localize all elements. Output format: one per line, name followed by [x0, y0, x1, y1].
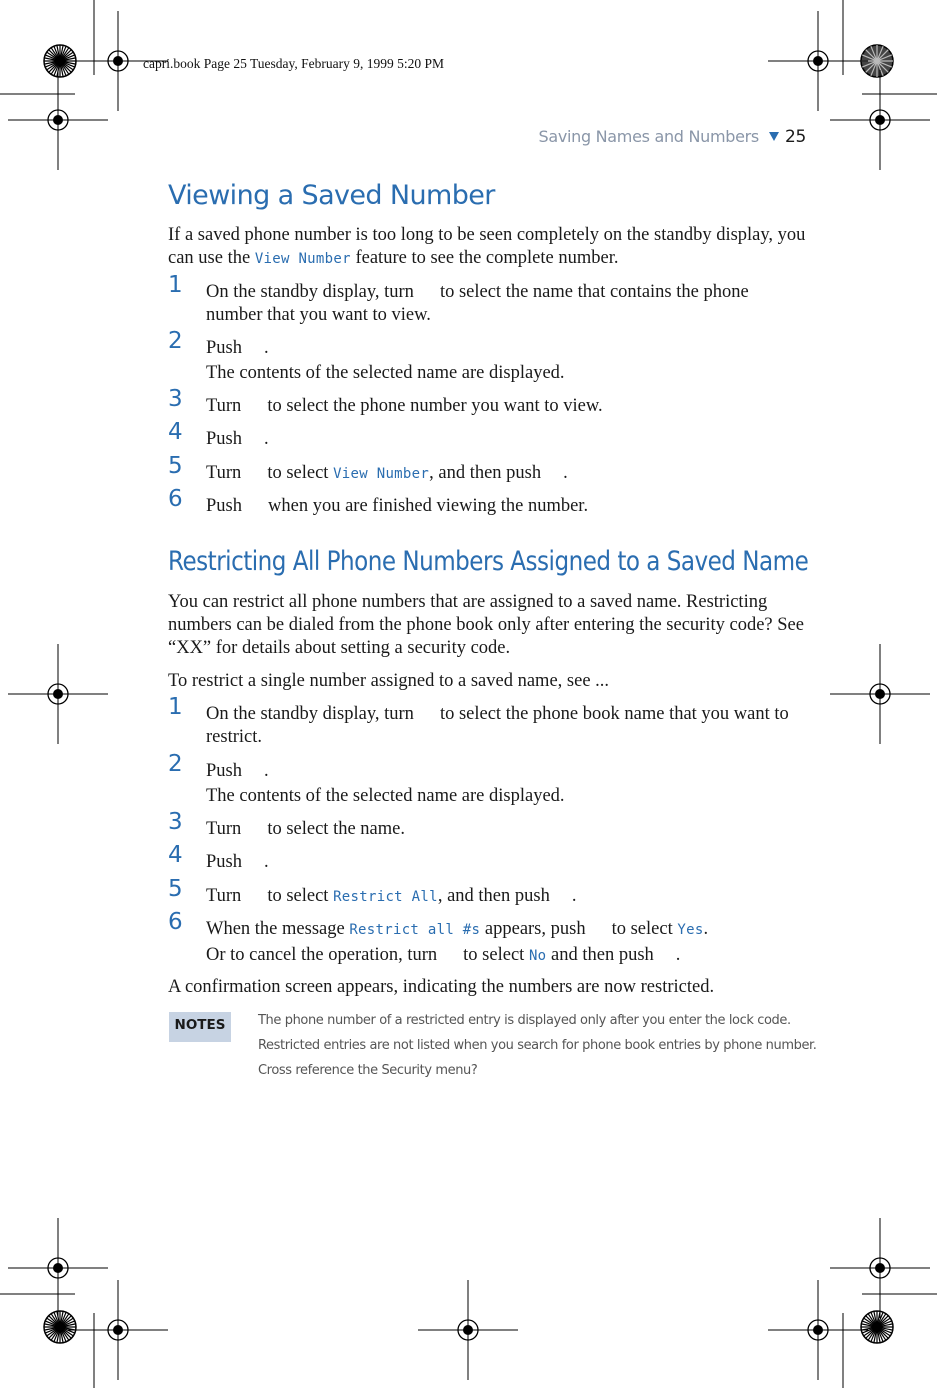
running-head-title: Saving Names and Numbers: [538, 127, 759, 146]
section1-intro: If a saved phone number is too long to be seen completely on the standby display, you can use the View Number feature to see the complete number.: [168, 225, 806, 268]
note-line: Cross reference the Security menu?: [258, 1063, 478, 1078]
print-meta: capri.book Page 25 Tuesday, February 9, 1999 5:20 PM: [143, 56, 444, 71]
note-line: Restricted entries are not listed when you search for phone book entries by phone number.: [258, 1038, 817, 1053]
s2-step-6: 6 When the message Restrict all #s appears, push to select Yes. Or to cancel the operation, turn to select No and then push .: [168, 909, 709, 965]
s1-step-5: 5 Turn to select View Number, and then push .: [168, 453, 568, 483]
s2-step-1: 1 On the standby display, turn to select the phone book name that you want to restrict.: [168, 694, 789, 747]
s1-step-6: 6 Push when you are finished viewing the number.: [168, 486, 589, 516]
note-line: The phone number of a restricted entry is displayed only after you enter the lock code.: [258, 1013, 791, 1028]
s2-step-4: 4 Push .: [168, 842, 269, 872]
section2-para1: You can restrict all phone numbers that are assigned to a saved name. Restricting numbers can be dialed from the phone book only after entering the security code? See “XX” for details about setting a security code.: [168, 592, 804, 658]
notes-label: NOTES: [169, 1012, 231, 1042]
s1-step-2: 2 Push . The contents of the selected name are displayed.: [168, 328, 565, 383]
section2-para2: To restrict a single number assigned to a saved name, see ...: [168, 671, 610, 691]
section-heading-restricting: Restricting All Phone Numbers Assigned to a Saved Name: [168, 546, 809, 577]
view-number-code: View Number: [254, 251, 351, 267]
s1-step-3: 3 Turn to select the phone number you want to view.: [168, 386, 603, 416]
triangle-down-icon: [769, 132, 779, 141]
s2-step-5: 5 Turn to select Restrict All, and then push .: [168, 876, 577, 906]
section-heading-viewing: Viewing a Saved Number: [168, 180, 495, 211]
section2-conclusion: A confirmation screen appears, indicating the numbers are now restricted.: [168, 977, 715, 997]
s1-step-1: 1 On the standby display, turn to select the name that contains the phone number that you want to view.: [168, 272, 749, 325]
s1-step-4: 4 Push .: [168, 419, 269, 449]
s2-step-2: 2 Push . The contents of the selected name are displayed.: [168, 751, 565, 806]
page-number: 25: [784, 127, 806, 147]
s2-step-3: 3 Turn to select the name.: [168, 809, 405, 839]
running-head: [538, 127, 806, 147]
notes-text: [258, 1008, 818, 1083]
